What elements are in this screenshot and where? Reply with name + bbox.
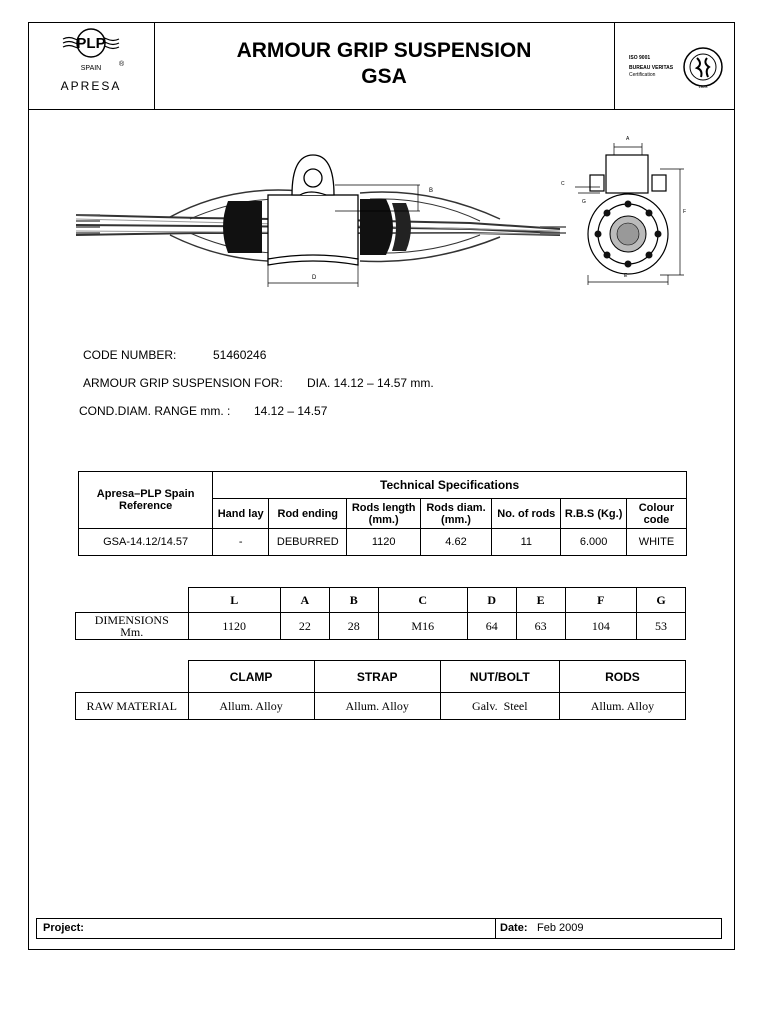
colour-code-cell: WHITE xyxy=(626,529,686,556)
footer-divider xyxy=(495,919,496,938)
svg-text:PLP: PLP xyxy=(76,35,106,52)
document-header xyxy=(28,22,735,110)
column-d: D xyxy=(467,588,516,613)
suspension-for-label: ARMOUR GRIP SUSPENSION FOR: xyxy=(83,376,283,390)
dimensions-corner xyxy=(76,588,189,613)
svg-text:Certification: Certification xyxy=(629,72,656,78)
column-rods-diam: Rods diam. (mm.) xyxy=(420,499,491,529)
dimension-a-cell: 22 xyxy=(280,613,329,640)
date-label: Date: xyxy=(500,922,528,934)
no-of-rods-cell: 11 xyxy=(492,529,561,556)
svg-text:ISO 9001: ISO 9001 xyxy=(629,55,651,61)
column-c: C xyxy=(378,588,467,613)
dimension-b-cell: 28 xyxy=(329,613,378,640)
rods-material-cell: Allum. Alloy xyxy=(559,693,685,720)
svg-text:E: E xyxy=(624,273,628,279)
technical-specifications-header: Technical Specifications xyxy=(213,472,687,499)
technical-specifications-table xyxy=(78,471,687,556)
dimension-d-cell: 64 xyxy=(467,613,516,640)
diameter-range-value: 14.12 – 14.57 xyxy=(254,404,328,418)
column-nut-bolt: NUT/BOLT xyxy=(440,661,559,693)
raw-material-table xyxy=(75,660,686,720)
rod-ending-cell: DEBURRED xyxy=(269,529,347,556)
column-rbs: R.B.S (Kg.) xyxy=(561,499,627,529)
dimension-c-cell: M16 xyxy=(378,613,467,640)
suspension-for-value: DIA. 14.12 – 14.57 mm. xyxy=(307,376,434,390)
clamp-material-cell: Allum. Alloy xyxy=(188,693,314,720)
dimensions-table xyxy=(75,587,686,640)
nut-bolt-material-cell: Galv. Steel xyxy=(440,693,559,720)
svg-text:A: A xyxy=(626,136,630,142)
rbs-cell: 6.000 xyxy=(561,529,627,556)
column-f: F xyxy=(565,588,636,613)
column-e: E xyxy=(516,588,565,613)
column-no-of-rods: No. of rods xyxy=(492,499,561,529)
column-l: L xyxy=(188,588,280,613)
column-clamp: CLAMP xyxy=(188,661,314,693)
raw-material-row-label: RAW MATERIAL xyxy=(76,693,189,720)
dimensions-row-label: DIMENSIONS Mm. xyxy=(76,613,189,640)
reference-header: Apresa–PLP Spain Reference xyxy=(79,472,213,529)
column-colour-code: Colour code xyxy=(626,499,686,529)
svg-text:BUREAU VERITAS: BUREAU VERITAS xyxy=(629,65,674,71)
rods-length-cell: 1120 xyxy=(347,529,420,556)
svg-text:D: D xyxy=(312,275,317,281)
svg-text:G: G xyxy=(582,199,586,205)
column-b: B xyxy=(329,588,378,613)
code-number-label: CODE NUMBER: xyxy=(83,348,177,362)
column-a: A xyxy=(280,588,329,613)
date-value: Feb 2009 xyxy=(537,922,584,934)
strap-material-cell: Allum. Alloy xyxy=(314,693,440,720)
svg-text:SPAIN: SPAIN xyxy=(80,65,102,72)
dimension-e-cell: 63 xyxy=(516,613,565,640)
code-number-value: 51460246 xyxy=(213,348,267,362)
document-subtitle: GSA xyxy=(361,65,407,88)
reference-cell: GSA-14.12/14.57 xyxy=(79,529,213,556)
table-row xyxy=(76,613,686,640)
table-row xyxy=(76,693,686,720)
hand-lay-cell: - xyxy=(213,529,269,556)
column-g: G xyxy=(637,588,686,613)
svg-text:1828: 1828 xyxy=(698,84,708,89)
company-logo-cell xyxy=(28,22,155,109)
document-footer xyxy=(36,918,722,939)
table-row xyxy=(79,529,687,556)
diameter-range-label: COND.DIAM. RANGE mm. : xyxy=(79,404,231,418)
svg-text:B: B xyxy=(429,188,434,194)
document-title: ARMOUR GRIP SUSPENSION xyxy=(236,39,532,62)
svg-text:C: C xyxy=(561,181,565,187)
column-strap: STRAP xyxy=(314,661,440,693)
dimension-f-cell: 104 xyxy=(565,613,636,640)
bureau-veritas-seal-icon xyxy=(615,22,735,109)
dimension-l-cell: 1120 xyxy=(188,613,280,640)
column-rods-length: Rods length (mm.) xyxy=(347,499,420,529)
column-rods: RODS xyxy=(559,661,685,693)
dimension-g-cell: 53 xyxy=(637,613,686,640)
project-label: Project: xyxy=(43,922,84,934)
rods-diam-cell: 4.62 xyxy=(420,529,491,556)
raw-material-corner xyxy=(76,661,189,693)
certification-cell xyxy=(614,22,735,109)
column-hand-lay: Hand lay xyxy=(213,499,269,529)
brand-name: APRESA xyxy=(60,79,122,93)
svg-text:®: ® xyxy=(119,61,125,68)
column-rod-ending: Rod ending xyxy=(269,499,347,529)
svg-text:F: F xyxy=(683,209,687,215)
